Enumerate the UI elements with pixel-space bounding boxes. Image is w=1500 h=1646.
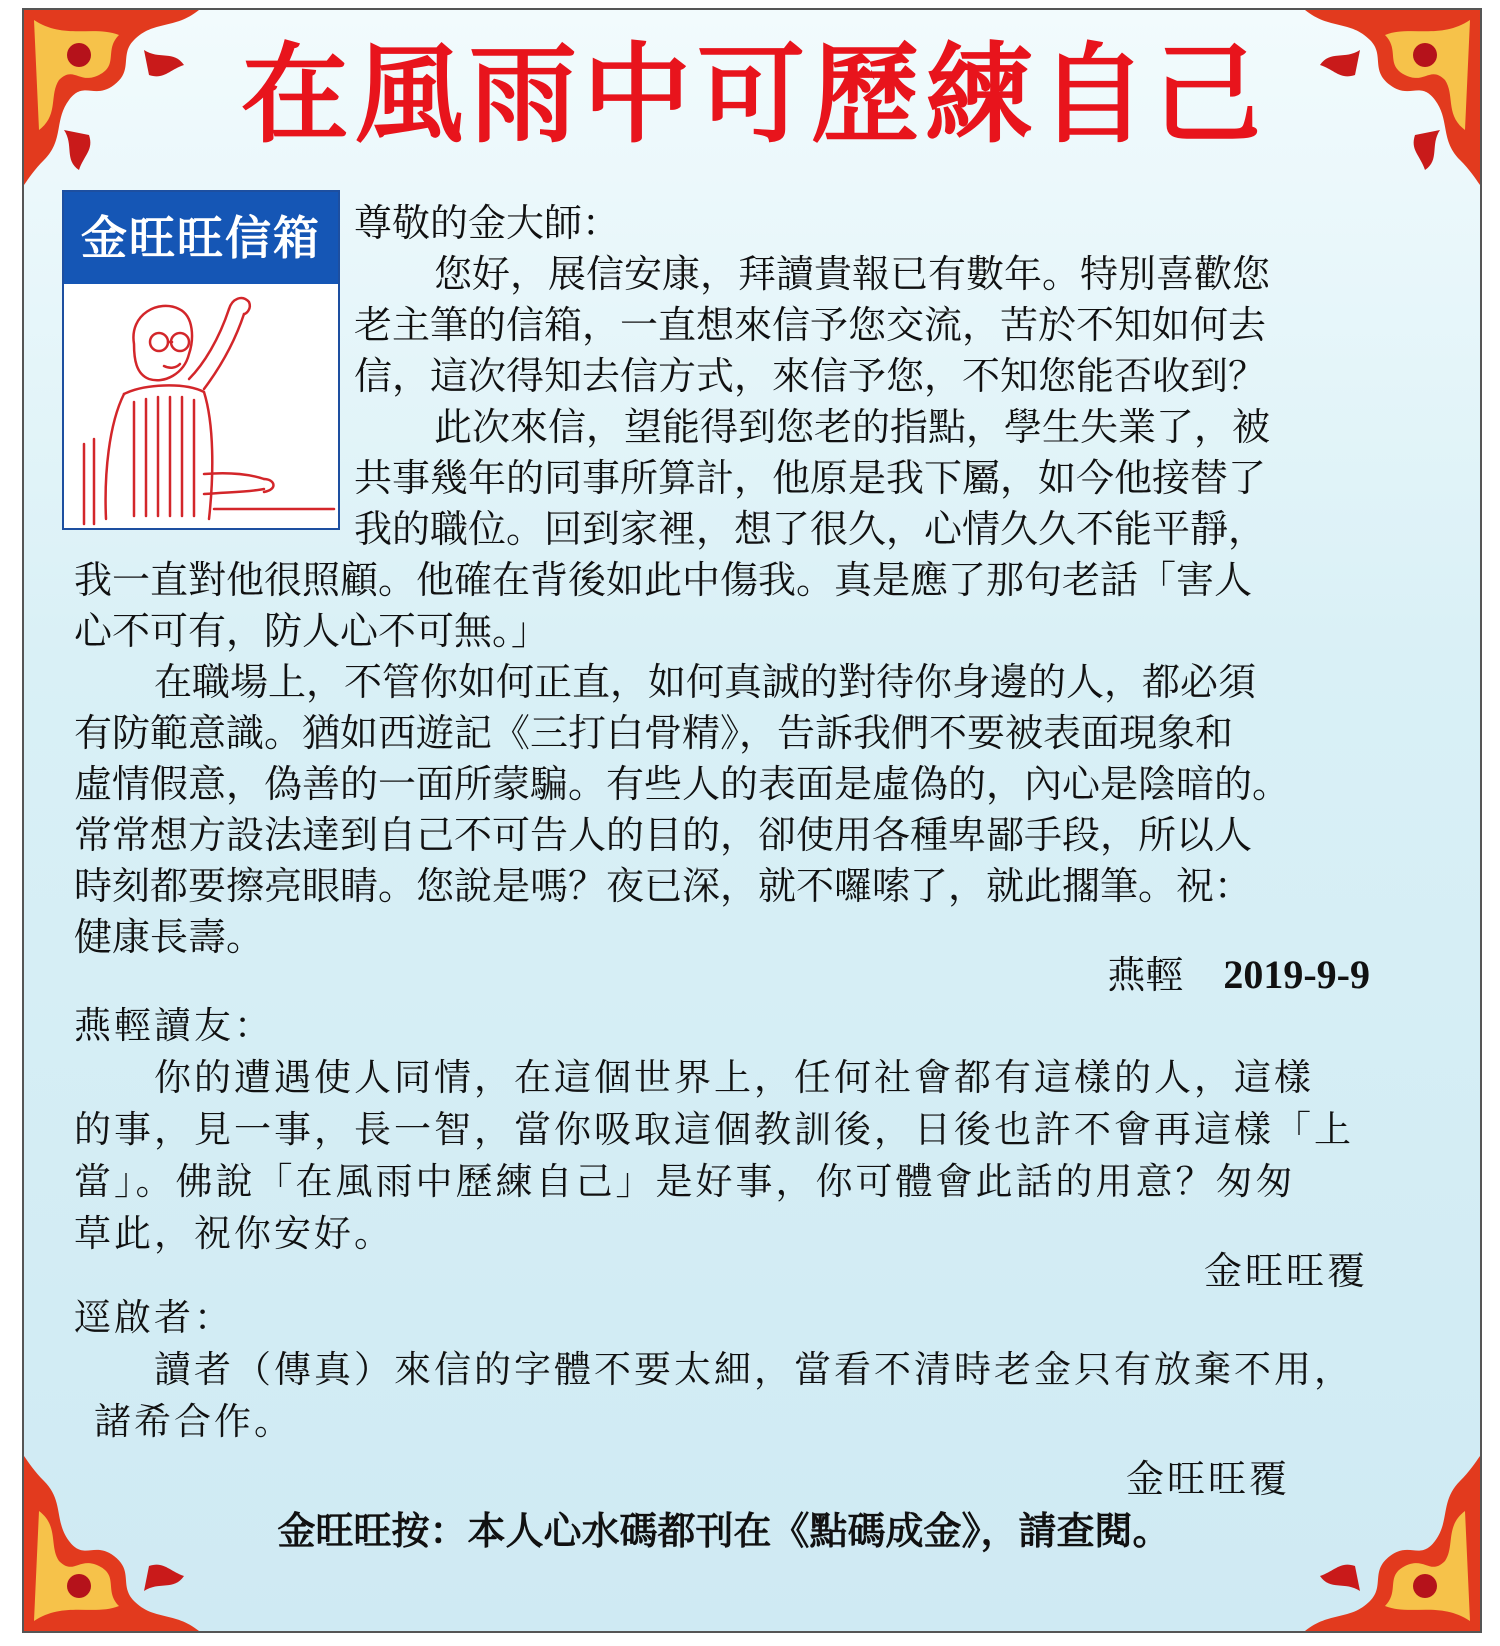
letter-signature	[1107, 944, 1370, 999]
letter-line: 在職場上，不管你如何正直，如何真誠的對待你身邊的人，都必須	[154, 660, 1257, 704]
letter-line: 常常想方設法達到自己不可告人的目的，卻使用各種卑鄙手段，所以人	[74, 813, 1253, 857]
reply-line: 你的遭遇使人同情，在這個世界上，任何社會都有這樣的人，這樣	[154, 1056, 1314, 1099]
notice-signature: 金旺旺覆	[1125, 1457, 1290, 1501]
letter-line: 時刻都要擦亮眼睛。您說是嗎？夜已深，就不囉嗦了，就此擱筆。祝：	[74, 864, 1253, 908]
reply-salutation: 燕輕讀友：	[74, 1004, 274, 1047]
notice-line: 諸希合作。	[94, 1400, 294, 1443]
letter-line: 我的職位。回到家裡，想了很久，心情久久不能平靜，	[354, 507, 1267, 551]
notice-salutation: 逕啟者：	[74, 1296, 234, 1339]
reply-signature: 金旺旺覆	[1203, 1249, 1368, 1293]
columnist-illustration-icon	[64, 284, 338, 528]
notice-line: 讀者（傳真）來信的字體不要太細，當看不清時老金只有放棄不用，	[154, 1348, 1354, 1391]
letter-line: 我一直對他很照顧。他確在背後如此中傷我。真是應了那句老話「害人	[74, 558, 1253, 602]
footer-note: 金旺旺按：本人心水碼都刊在《點碼成金》，請查閱。	[277, 1509, 1171, 1553]
reply-line: 當」。佛說「在風雨中歷練自己」是好事，你可體會此話的用意？匆匆	[74, 1160, 1296, 1203]
letter-line: 此次來信，望能得到您老的指點，學生失業了，被	[434, 405, 1271, 449]
reply	[74, 1000, 1389, 1260]
column-badge-label: 金旺旺信箱	[64, 192, 338, 284]
letter-body	[74, 555, 1389, 963]
letter-top	[354, 198, 1389, 555]
corner-ornament-icon	[1305, 1456, 1480, 1631]
signature-date: 2019-9-9	[1223, 952, 1370, 997]
reply-line: 的事，見一事，長一智，當你吸取這個教訓後，日後也許不會再這樣「上	[74, 1108, 1354, 1151]
letter-line: 老主筆的信箱，一直想來信予您交流，苦於不知如何去	[354, 303, 1267, 347]
corner-ornament-icon	[24, 1456, 199, 1631]
column-badge	[62, 190, 340, 530]
notice	[74, 1292, 1394, 1448]
reply-line: 草此，祝你安好。	[74, 1212, 394, 1255]
letter-page	[22, 8, 1482, 1633]
letter-line: 健康長壽。	[74, 915, 265, 959]
letter-line: 信，這次得知去信方式，來信予您，不知您能否收到？	[354, 354, 1267, 398]
signature-name: 燕輕	[1107, 953, 1184, 997]
page-title: 在風雨中可歷練自己	[240, 32, 1267, 158]
letter-line: 心不可有，防人心不可無。」	[74, 609, 550, 653]
letter-line: 虛情假意，偽善的一面所蒙騙。有些人的表面是虛偽的，內心是陰暗的。	[74, 762, 1291, 806]
letter-line: 共事幾年的同事所算計，他原是我下屬，如今他接替了	[354, 456, 1267, 500]
letter-salutation: 尊敬的金大師：	[354, 201, 621, 245]
letter-line: 您好，展信安康，拜讀貴報已有數年。特別喜歡您	[434, 252, 1271, 296]
corner-ornament-icon	[24, 10, 199, 185]
letter-line: 有防範意識。猶如西遊記《三打白骨精》，告訴我們不要被表面現象和	[74, 711, 1234, 755]
